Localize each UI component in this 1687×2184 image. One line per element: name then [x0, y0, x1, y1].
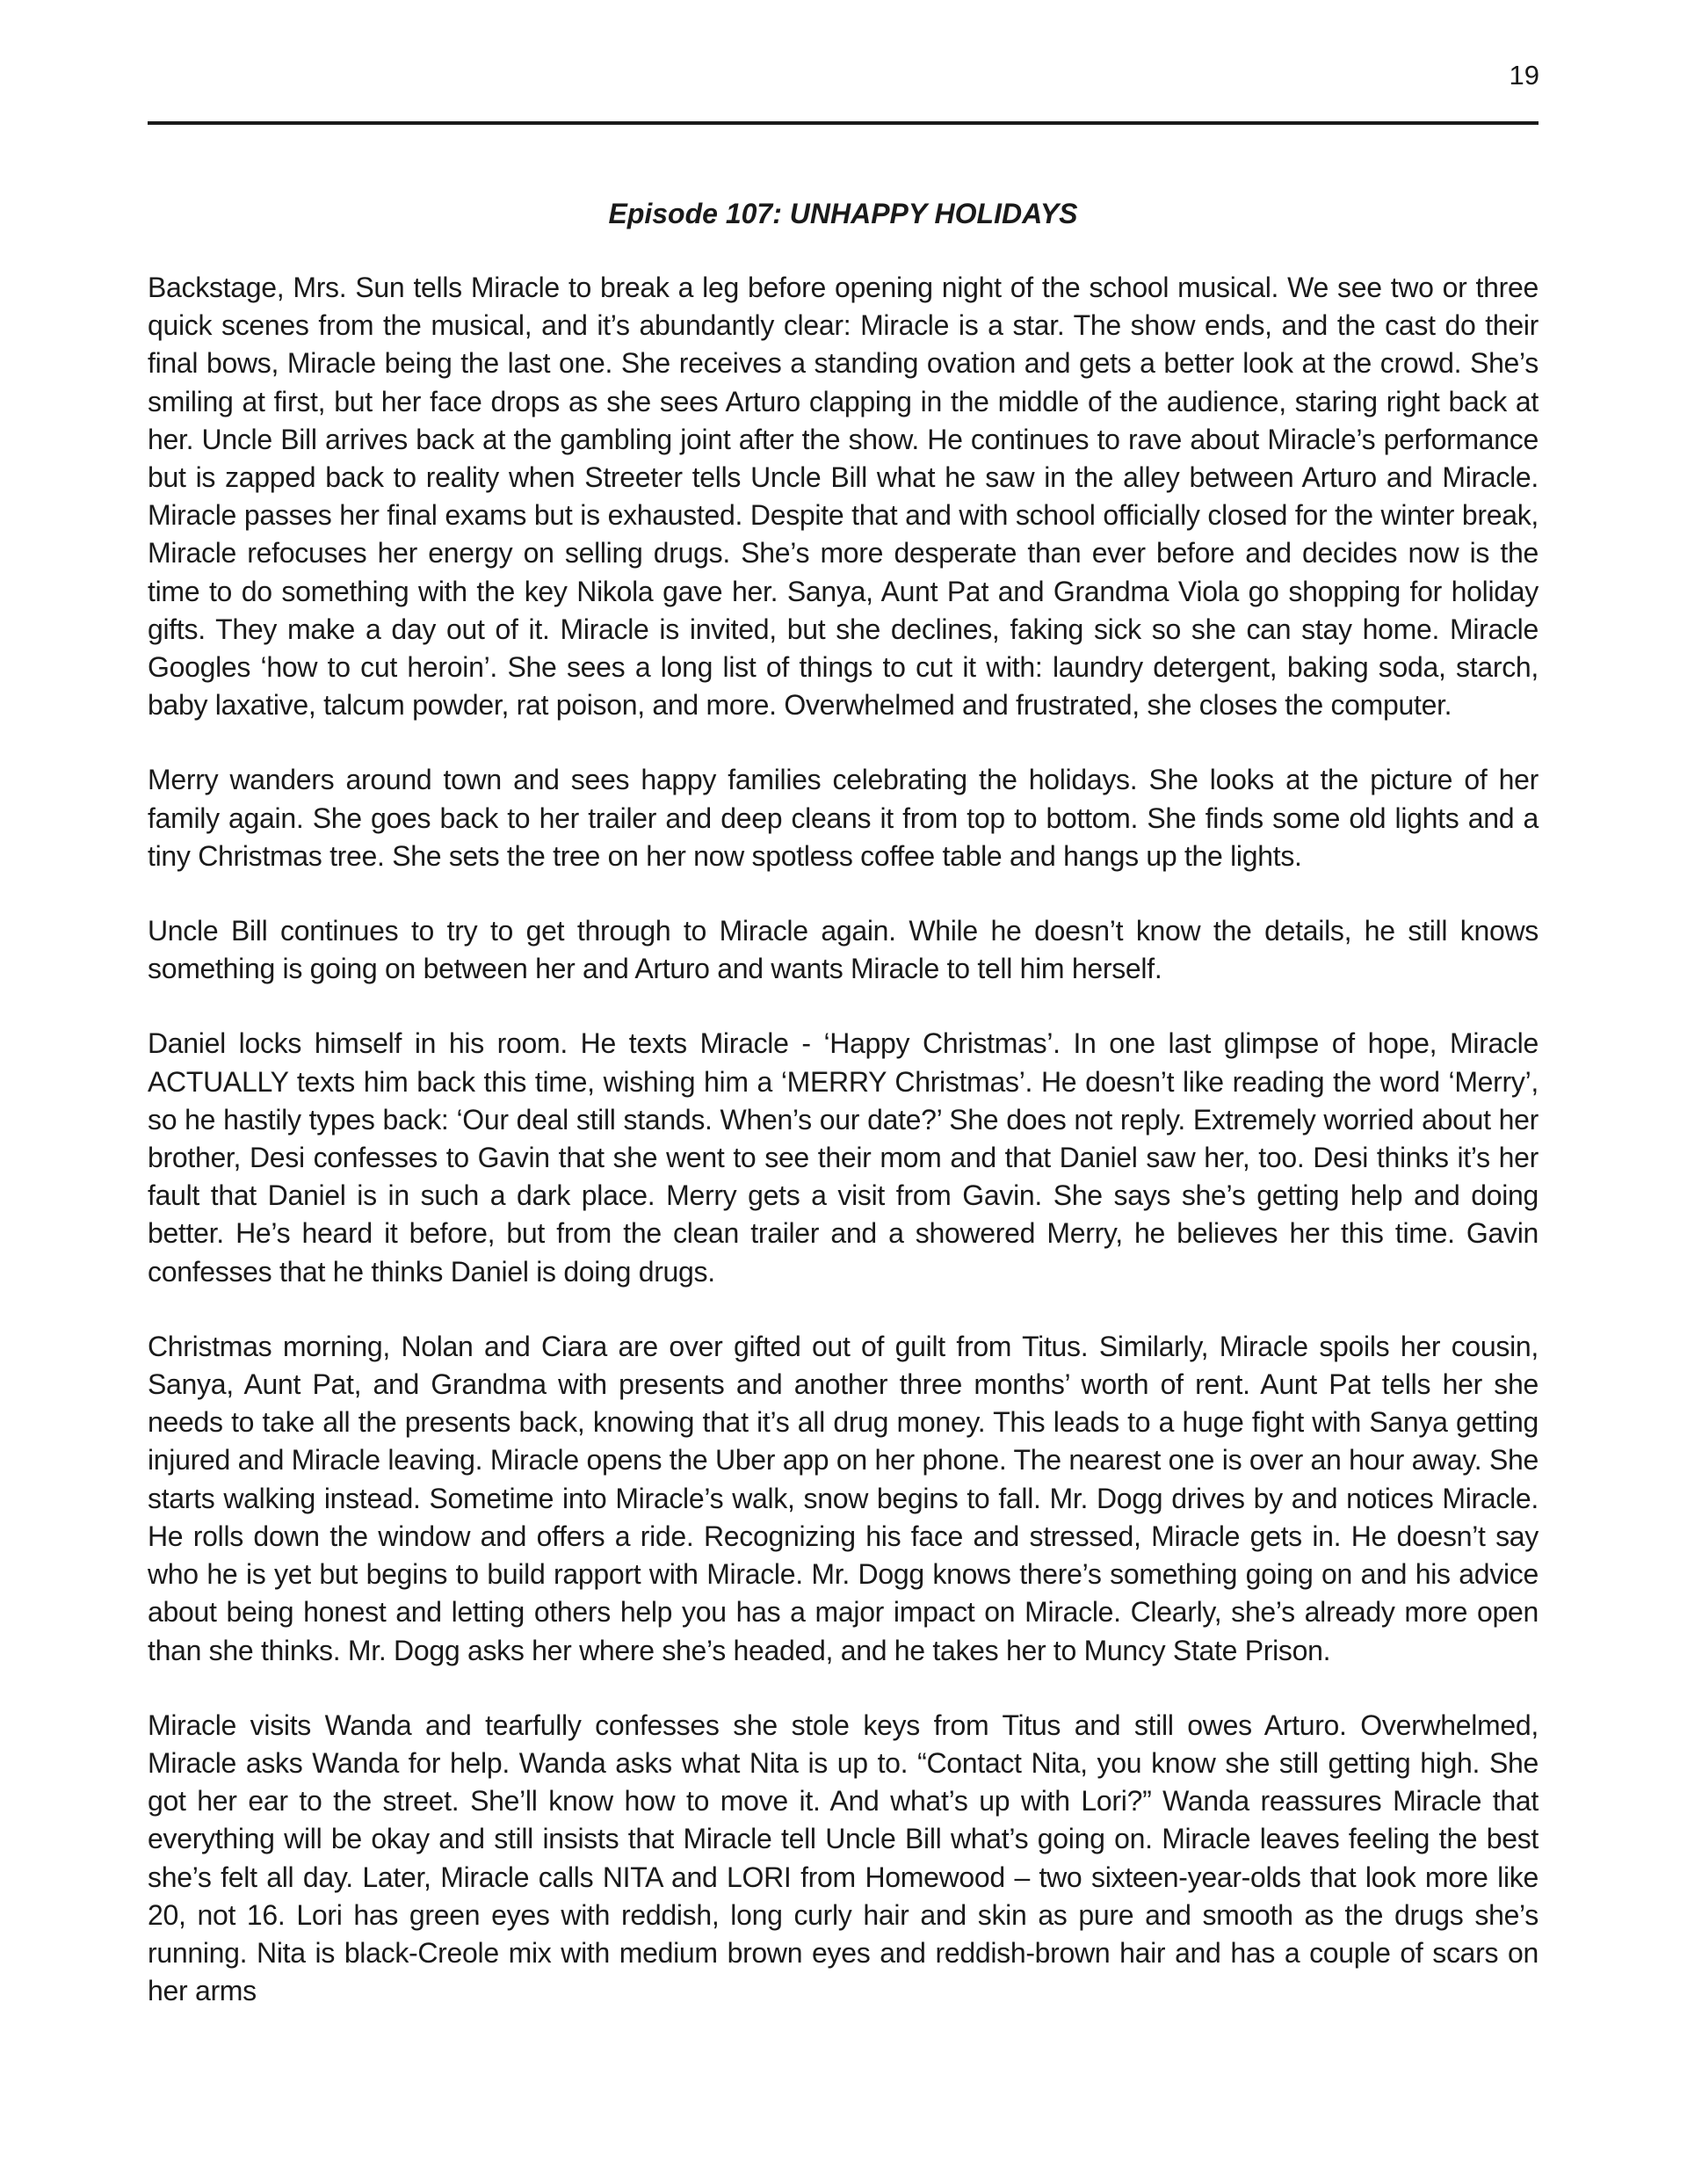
episode-title: Episode 107: UNHAPPY HOLIDAYS	[608, 198, 1078, 229]
page-number: 19	[1509, 60, 1539, 91]
paragraph: Backstage, Mrs. Sun tells Miracle to break a leg before opening night of the school musical. We see two or three quick scenes from the musical, and it’s abundantly clear: Miracle is a star. The show ends, and the cast do their final bows, Miracle being the last one. She receives a standing ovation and gets a better look at the crowd. She’s smiling at first, but her face drops as she sees Arturo clapping in the middle of the audience, staring right back at her. Uncle Bill arrives back at the gambling joint after the show. He continues to rave about Miracle’s performance but is zapped back to reality when Streeter tells Uncle Bill what he saw in the alley between Arturo and Miracle. Miracle passes her final exams but is exhausted. Despite that and with school officially closed for the winter break, Miracle refocuses her energy on selling drugs. She’s more desperate than ever before and decides now is the time to do something with the key Nikola gave her. Sanya, Aunt Pat and Grandma Viola go shopping for holiday gifts. They make a day out of it. Miracle is invited, but she declines, faking sick so she can stay home. Miracle Googles ‘how to cut heroin’. She sees a long list of things to cut it with: laundry detergent, baking soda, starch, baby laxative, talcum powder, rat poison, and more. Overwhelmed and frustrated, she closes the computer.	[148, 272, 1539, 722]
paragraph: Christmas morning, Nolan and Ciara are over gifted out of guilt from Titus. Similarly, Miracle spoils her cousin, Sanya, Aunt Pat, and Grandma with presents and another three months’ worth of rent. Aunt Pat tells her she needs to take all the presents back, knowing that it’s all drug money. This leads to a huge fight with Sanya getting injured and Miracle leaving. Miracle opens the Uber app on her phone. The nearest one is over an hour away. She starts walking instead. Sometime into Miracle’s walk, snow begins to fall. Mr. Dogg drives by and notices Miracle. He rolls down the window and offers a ride. Recognizing his face and stressed, Miracle gets in. He doesn’t say who he is yet but begins to build rapport with Miracle. Mr. Dogg knows there’s something going on and his advice about being honest and letting others help you has a major impact on Miracle. Clearly, she’s already more open than she thinks. Mr. Dogg asks her where she’s headed, and he takes her to Muncy State Prison.	[148, 1330, 1539, 1666]
header-rule	[148, 121, 1539, 125]
paragraph: Daniel locks himself in his room. He texts Miracle - ‘Happy Christmas’. In one last glimpse of hope, Miracle ACTUALLY texts him back this time, wishing him a ‘MERRY Christmas’. He doesn’t like reading the word ‘Merry’, so he hastily types back: ‘Our deal still stands. When’s our date?’ She does not reply. Extremely worried about her brother, Desi confesses to Gavin that she went to see their mom and that Daniel saw her, too. Desi thinks it’s her fault that Daniel is in such a dark place. Merry gets a visit from Gavin. She says she’s getting help and doing better. He’s heard it before, but from the clean trailer and a showered Merry, he believes her this time. Gavin confesses that he thinks Daniel is doing drugs.	[148, 1027, 1539, 1288]
paragraph: Merry wanders around town and sees happy families celebrating the holidays. She looks at the picture of her family again. She goes back to her trailer and deep cleans it from top to bottom. She finds some old lights and a tiny Christmas tree. She sets the tree on her now spotless coffee table and hangs up the lights.	[148, 764, 1539, 872]
body-text	[148, 269, 1539, 2010]
paragraph: Uncle Bill continues to try to get through to Miracle again. While he doesn’t know the details, he still knows something is going on between her and Arturo and wants Miracle to tell him herself.	[148, 915, 1539, 985]
paragraph: Miracle visits Wanda and tearfully confesses she stole keys from Titus and still owes Arturo. Overwhelmed, Miracle asks Wanda for help. Wanda asks what Nita is up to. “Contact Nita, you know she still getting high. She got her ear to the street. She’ll know how to move it. And what’s up with Lori?” Wanda reassures Miracle that everything will be okay and still insists that Miracle tell Uncle Bill what’s going on. Miracle leaves feeling the best she’s felt all day. Later, Miracle calls NITA and LORI from Homewood – two sixteen-year-olds that look more like 20, not 16. Lori has green eyes with reddish, long curly hair and skin as pure and smooth as the drugs she’s running. Nita is black-Creole mix with medium brown eyes and reddish-brown hair and has a couple of scars on her arms	[148, 1709, 1539, 2007]
